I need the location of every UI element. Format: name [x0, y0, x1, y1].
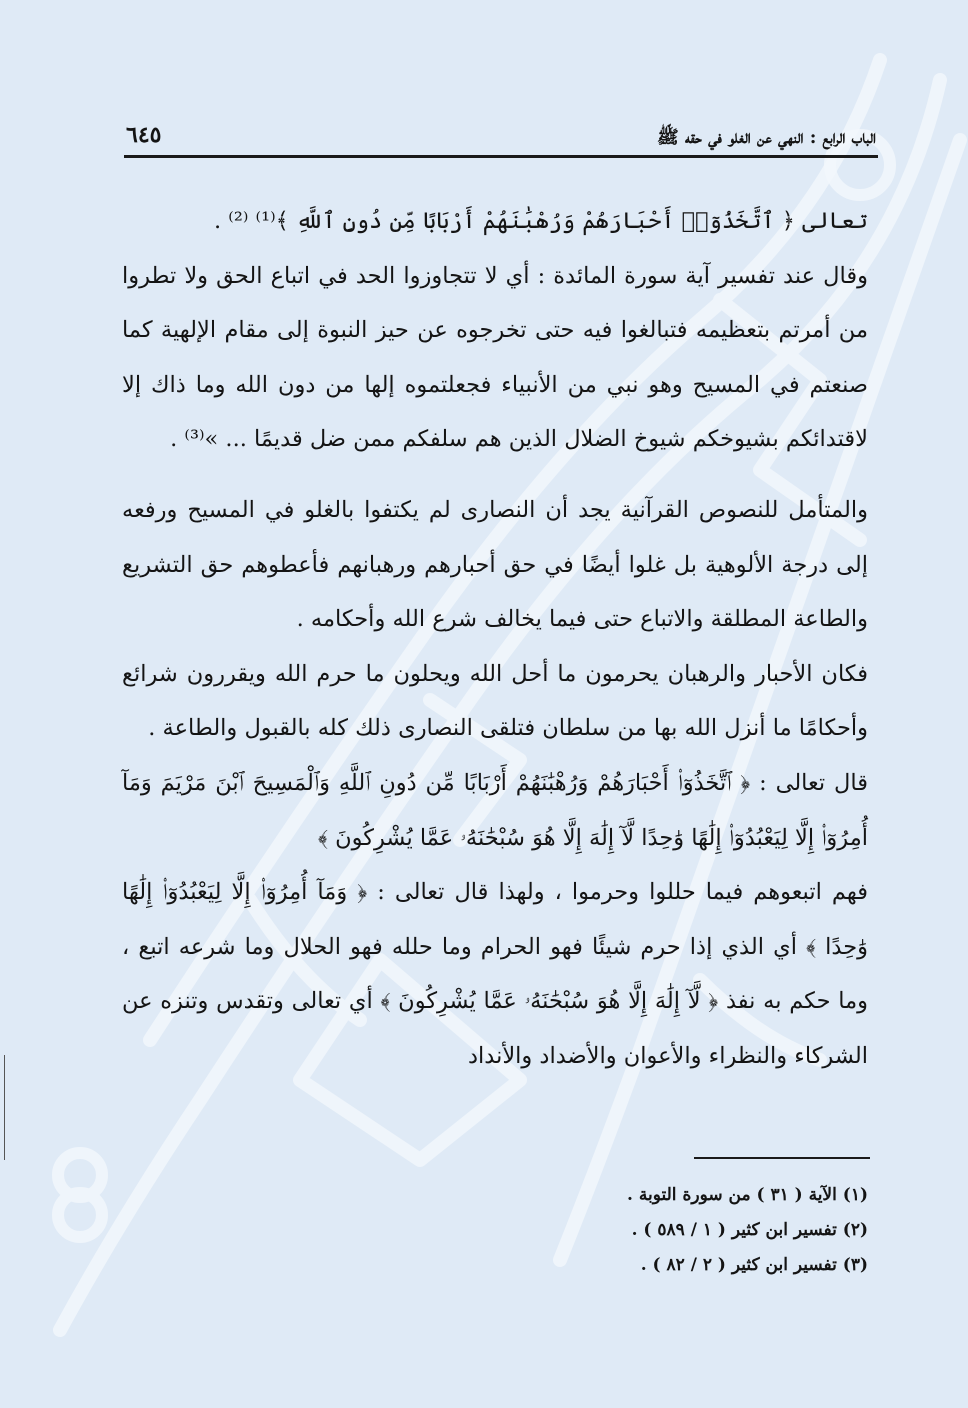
body-text	[122, 194, 868, 1084]
paragraph-gap	[122, 467, 868, 483]
paragraph-6: فهم اتبعوهم فيما حللوا وحرموا ، ولهذا قال تعالى : ﴿ وَمَآ أُمِرُوٓا۟ إِلَّا لِيَعْبُدُوٓا۟ إِلَٰهًا وَٰحِدًا ﴾ أي الذي إذا حرم شيئًا فهو الحرام وما حلله فهو الحلال وما شرعه اتبع ، وما حكم به نفذ ﴿ لَّآ إِلَٰهَ إِلَّا هُوَ سُبْحَٰنَهُۥ عَمَّا يُشْرِكُونَ ﴾ أي تعالى وتقدس وتنزه عن الشركاء والنظراء والأعوان والأضداد والأنداد	[122, 879, 868, 1069]
footnote-3: (٣) تفسير ابن كثير ( ٢ / ٨٢ ) .	[640, 1255, 868, 1275]
header-rule	[124, 155, 878, 158]
paragraph-2: وقال عند تفسير آية سورة المائدة : أي لا تتجاوزوا الحد في اتباع الحق ولا تطروا من أمرتم بتعظيمه فتبالغوا فيه حتى تخرجوه عن حيز النبوة إلى مقام الإلهية كما صنعتم في المسيح وهو نبي من الأنبياء فجعلتموه إلها من دون الله وما ذاك إلا لاقتدائكم بشيوخكم شيوخ الضلال الذين هم سلفكم ممن ضل قديمًا ... »⁽³⁾ .	[122, 262, 868, 453]
footnotes	[168, 1178, 868, 1283]
running-header	[124, 120, 876, 156]
chapter-title: الباب الرابع : النهي عن الغلو في حقه ﷺ	[656, 127, 876, 148]
paragraph-5: قال تعالى : ﴿ ٱتَّخَذُوٓا۟ أَحْبَارَهُمْ وَرُهْبَٰنَهُمْ أَرْبَابًا مِّن دُونِ ٱللَّهِ وَٱلْمَسِيحَ ٱبْنَ مَرْيَمَ وَمَآ أُمِرُوٓا۟ إِلَّا لِيَعْبُدُوٓا۟ إِلَٰهًا وَٰحِدًا لَّآ إِلَٰهَ إِلَّا هُوَ سُبْحَٰنَهُۥ عَمَّا يُشْرِكُونَ ﴾	[122, 769, 868, 851]
paragraph-1: تعالى ﴿ ٱتَّخَذُوٓا۟ أَحْبَارَهُمْ وَرُهْبَٰنَهُمْ أَرْبَابًا مِّن دُونِ ٱللَّهِ ﴾⁽¹⁾ ⁽²⁾ .	[213, 208, 868, 234]
footnote-rule	[694, 1157, 870, 1159]
paragraph-4: فكان الأحبار والرهبان يحرمون ما أحل الله ويحلون ما حرم الله ويقررون شرائع وأحكامًا ما أنزل الله بها من سلطان فتلقى النصارى ذلك كله بالقبول والطاعة .	[122, 660, 868, 742]
page-number: ٦٤٥	[126, 122, 162, 148]
footnote-2: (٢) تفسير ابن كثير ( ١ / ٥٨٩ ) .	[631, 1220, 868, 1240]
footnote-1: (١) الآية ( ٣١ ) من سورة التوبة .	[627, 1185, 868, 1205]
paragraph-3: والمتأمل للنصوص القرآنية يجد أن النصارى لم يكتفوا بالغلو في المسيح ورفعه إلى درجة الألوهية بل غلوا أيضًا في حق أحبارهم ورهبانهم فأعطوهم حق التشريع والطاعة المطلقة والاتباع حتى فيما يخالف شرع الله وأحكامه .	[122, 496, 868, 633]
scan-edge-mark	[4, 1055, 5, 1160]
